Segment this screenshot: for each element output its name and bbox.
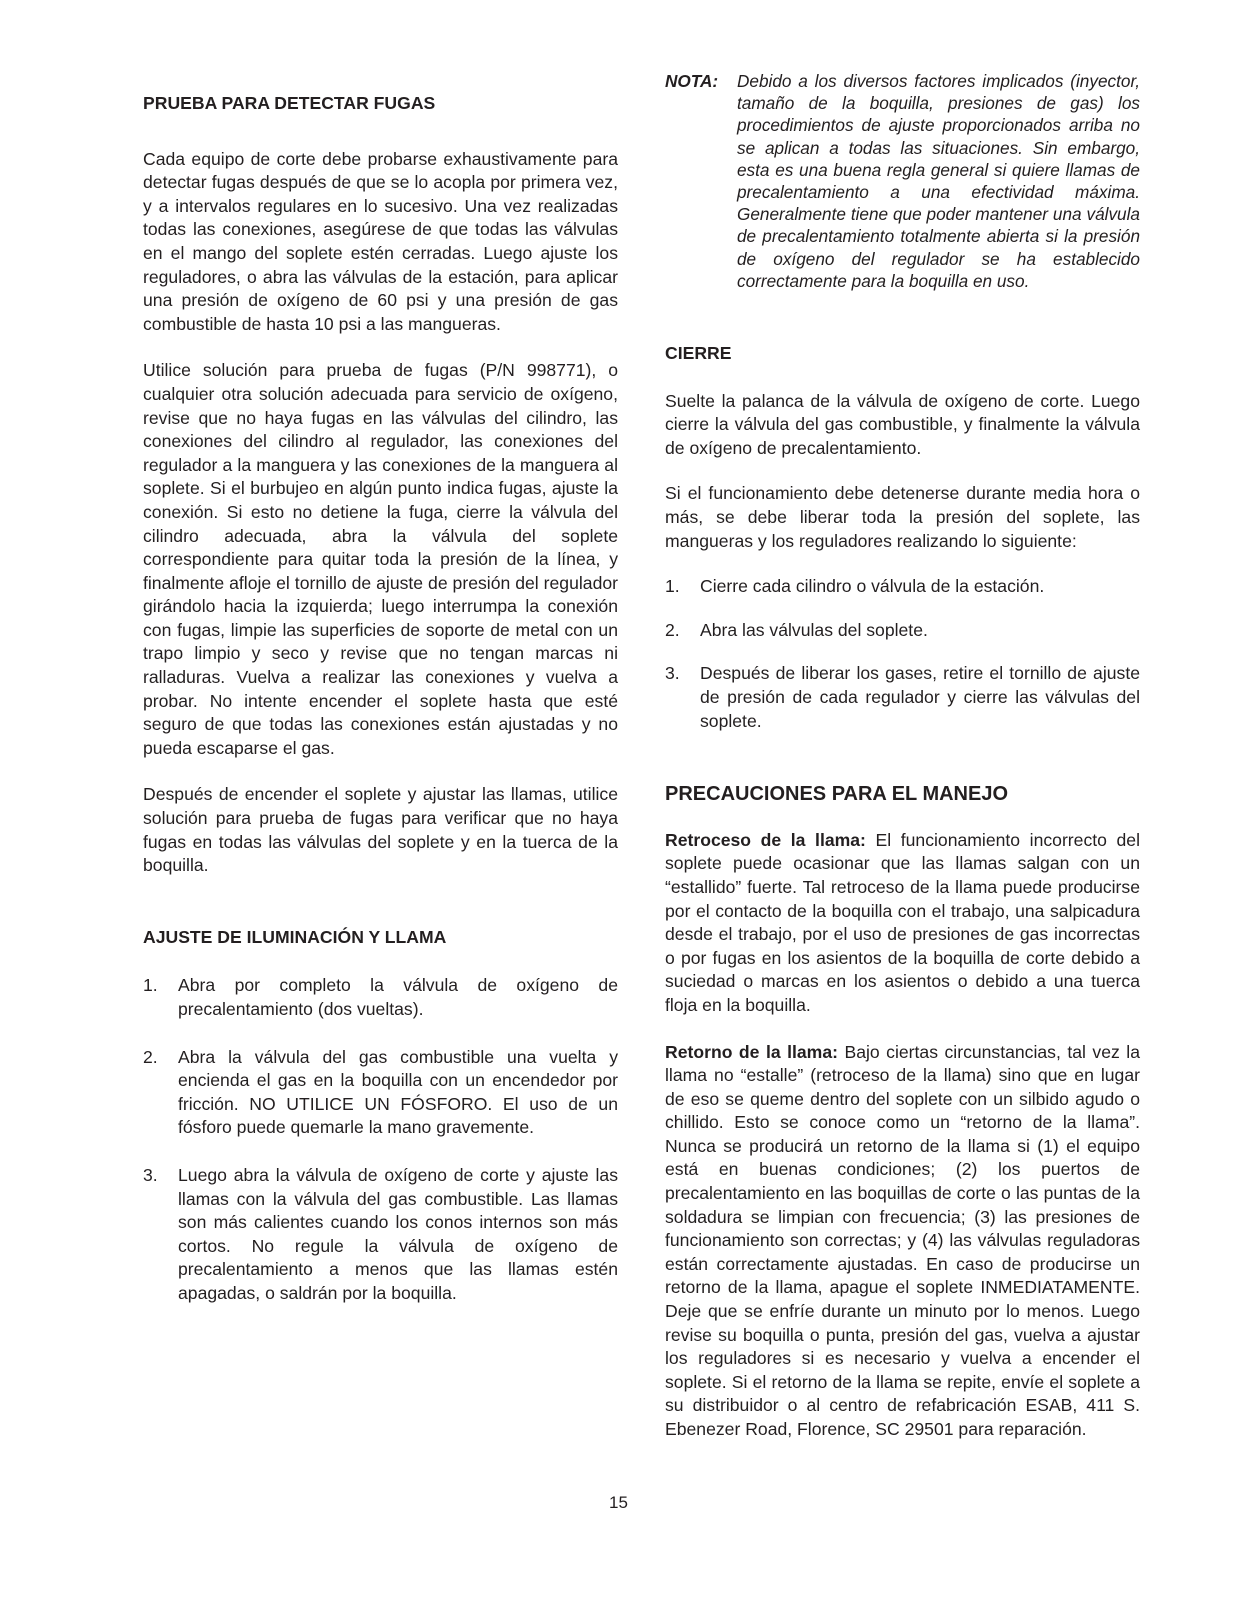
page-number: 15	[609, 1493, 628, 1512]
step-text: Después de liberar los gases, retire el tornillo de ajuste de presión de cada regulador y cierre las válvulas del soplete.	[700, 663, 1140, 731]
shutdown-steps	[665, 575, 1140, 733]
step-text: Cierre cada cilindro o válvula de la estación.	[700, 576, 1045, 597]
right-column	[665, 70, 1140, 1442]
note-block	[665, 70, 1140, 292]
left-column	[143, 70, 618, 1306]
list-item	[665, 619, 1140, 643]
flashback-text: Bajo ciertas circunstancias, tal vez la llama no “estalle” (retroceso de la llama) sino que en lugar de eso se queme dentro del soplete con un silbido agudo o chillido. Esto se conoce como un “retorno de la llama”. Nunca se producirá un retorno de la llama si (1) el equipo está en buenas condiciones; (2) los puertos de precalentamiento en las boquillas de corte o las puntas de la soldadura se limpian con frecuencia; (3) las presiones de funcionamiento son correctas; y (4) las válvulas reguladoras están correctamente ajustadas. En caso de producirse un retorno de la llama, apague el soplete INMEDIATAMENTE. Deje que se enfríe durante un minuto por lo menos. Luego revise su boquilla o punta, presión del gas, vuelva a ajustar los reguladores si es necesario y vuelva a encender el soplete. Si el retorno de la llama se repite, envíe el soplete a su distribuidor o al centro de refabricación ESAB, 411 S. Ebenezer Road, Florence, SC 29501 para reparación.	[665, 1041, 1140, 1439]
list-item	[665, 575, 1140, 599]
step-text: Abra por completo la válvula de oxígeno de precalentamiento (dos vueltas).	[178, 975, 618, 1019]
backfire-text: El funcionamiento incorrecto del soplete puede ocasionar que las llamas salgan con un “estallido” fuerte. Tal retroceso de la llama puede producirse por el contacto de la boquilla con el trabajo, una salpicadura desde el trabajo, por el uso de presiones de gas incorrectas o por fugas en los asientos de la boquilla de corte debido a suciedad o marcas en los asientos o debido a una tuerca floja en la boquilla.	[665, 829, 1141, 1015]
shutdown-paragraph-2: Si el funcionamiento debe detenerse durante media hora o más, se debe liberar toda la presión del soplete, las mangueras y los reguladores realizando lo siguiente:	[665, 483, 1140, 551]
shutdown-paragraph-1: Suelte la palanca de la válvula de oxígeno de corte. Luego cierre la válvula del gas combustible, y finalmente la válvula de oxígeno de precalentamiento.	[665, 390, 1140, 458]
flashback-label: Retorno de la llama:	[665, 1041, 838, 1062]
step-number: 3.	[143, 1164, 158, 1185]
note-text: Debido a los diversos factores implicados (inyector, tamaño de la boquilla, presiones de gas) los procedimientos de ajuste proporcionados arriba no se aplican a todas las situaciones. Sin embargo, esta es una buena regla general si quiere llamas de precalentamiento a una efectividad máxima. Generalmente tiene que poder mantener una válvula de precalentamiento totalmente abierta si la presión de oxígeno del regulador se ha establecido correctamente para la boquilla en uso.	[737, 71, 1140, 291]
step-text: Abra las válvulas del soplete.	[700, 619, 928, 640]
leak-test-paragraph-3: Después de encender el soplete y ajustar las llamas, utilice solución para prueba de fugas para verificar que no haya fugas en todas las válvulas del soplete y en la tuerca de la boquilla.	[143, 784, 618, 876]
leak-test-paragraph-1: Cada equipo de corte debe probarse exhaustivamente para detectar fugas después de que se lo acopla por primera vez, y a intervalos regulares en lo sucesivo. Una vez realizadas todas las conexiones, asegúrese de que todas las válvulas en el mango del soplete estén cerradas. Luego ajuste los reguladores, o abra las válvulas de la estación, para aplicar una presión de oxígeno de 60 psi y una presión de gas combustible de hasta 10 psi a las mangueras.	[143, 148, 618, 334]
note-label: NOTA:	[665, 71, 719, 91]
backfire-paragraph	[665, 829, 1140, 1018]
list-item	[143, 974, 618, 1021]
precautions-heading: PRECAUCIONES PARA EL MANEJO	[665, 783, 1009, 806]
step-number: 1.	[143, 975, 158, 996]
step-number: 2.	[665, 619, 680, 640]
step-number: 2.	[143, 1046, 158, 1067]
leak-test-heading: PRUEBA PARA DETECTAR FUGAS	[143, 93, 436, 113]
shutdown-heading: CIERRE	[665, 343, 732, 364]
list-item	[143, 1046, 618, 1140]
list-item	[143, 1164, 618, 1306]
backfire-label: Retroceso de la llama:	[665, 829, 866, 850]
lighting-steps	[143, 974, 618, 1305]
leak-test-paragraph-2: Utilice solución para prueba de fugas (P/N 998771), o cualquier otra solución adecuada para servicio de oxígeno, revise que no haya fugas en las válvulas del cilindro, las conexiones del cilindro al regulador, las conexiones del regulador a la manguera y las conexiones de la manguera al soplete. Si el burbujeo en algún punto indica fugas, ajuste la conexión. Si esto no detiene la fuga, cierre la válvula del cilindro adecuada, abra la válvula del soplete correspondiente para quitar toda la presión de la línea, y finalmente afloje el tornillo de ajuste de presión del regulador girándolo hacia la izquierda; luego interrumpa la conexión con fugas, limpie las superficies de soporte de metal con un trapo limpio y seco y revise que no tengan marcas ni ralladuras. Vuelva a realizar las conexiones y vuelva a probar. No intente encender el soplete hasta que esté seguro de que todas las conexiones están ajustadas y no pueda escaparse el gas.	[143, 360, 618, 758]
list-item	[665, 662, 1140, 733]
step-number: 1.	[665, 576, 680, 597]
flashback-paragraph	[665, 1041, 1140, 1442]
step-number: 3.	[665, 663, 680, 684]
step-text: Luego abra la válvula de oxígeno de corte y ajuste las llamas con la válvula del gas combustible. Las llamas son más calientes cuando los conos internos son más cortos. No regule la válvula de oxígeno de precalentamiento a menos que las llamas estén apagadas, o saldrán por la boquilla.	[178, 1164, 618, 1303]
step-text: Abra la válvula del gas combustible una vuelta y encienda el gas en la boquilla con un encendedor por fricción. NO UTILICE UN FÓSFORO. El uso de un fósforo puede quemarle la mano gravemente.	[178, 1046, 618, 1138]
lighting-heading: AJUSTE DE ILUMINACIÓN Y LLAMA	[143, 926, 447, 947]
